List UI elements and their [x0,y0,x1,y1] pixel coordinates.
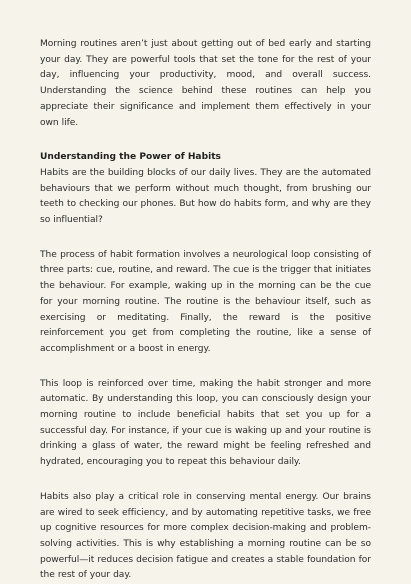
section-heading: Understanding the Power of Habits [40,152,221,163]
body-paragraph-4: Habits also play a critical role in conserving mental energy. Our brains are wired to seek efficiency, and by automating repetitive tasks, we free up cognitive resources for more complex decision-making and problem-solving activities. This is why establishing a morning routine can be so powerful—it reduces decision fatigue and creates a stable foundation for the rest of your day. [40,491,371,581]
body-paragraph-1: Habits are the building blocks of our daily lives. They are the automated behaviours that we perform without much thought, from brushing our teeth to checking our phones. But how do habits form, and why are they so influential? [40,167,371,226]
body-paragraph-3: This loop is reinforced over time, making the habit stronger and more automatic. By understanding this loop, you can consciously design your morning routine to include beneficial habits that set you up for a successful day. For instance, if your cue is waking up and your routine is drinking a glass of water, the reward might be feeling refreshed and hydrated, encouraging you to repeat this behaviour daily. [40,378,371,468]
body-paragraph-2: The process of habit formation involves a neurological loop consisting of three parts: cue, routine, and reward. The cue is the trigger that initiates the behaviour. For example, waking up in the morning can be the cue for your morning routine. The routine is the behaviour itself, such as exercising or meditating. Finally, the reward is the positive reinforcement you get from completing the routine, like a sense of accomplishment or a boost in energy. [40,249,371,354]
intro-paragraph: Morning routines aren’t just about getting out of bed early and starting your day. They are powerful tools that set the tone for the rest of your day, influencing your productivity, mood, and overall success. Understanding the science behind these routines can help you appreciate their significance and implement them effectively in your own life. [40,39,371,128]
